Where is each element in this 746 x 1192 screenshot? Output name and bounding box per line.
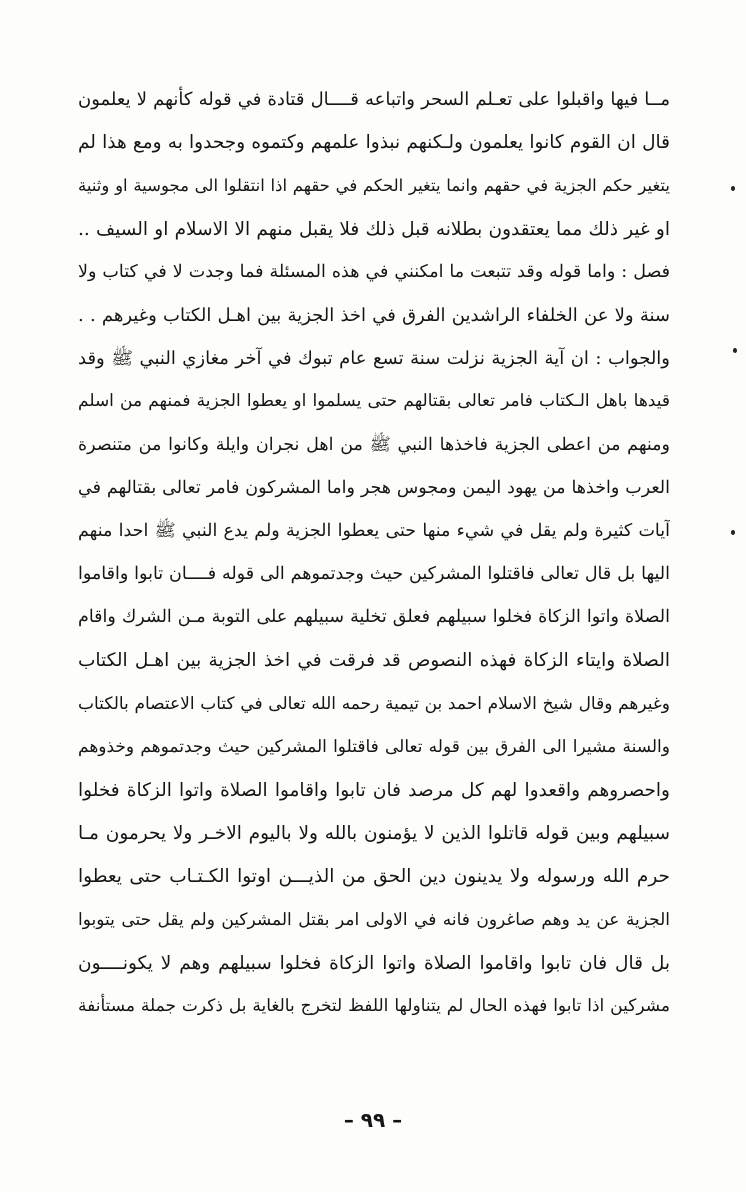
text-line: ومنهم من اعطى الجزية فاخذها النبي ﷺ من اهل نجران وايلة وكانوا من متنصرة [78,434,670,455]
body-text [78,78,670,1028]
scan-speck [731,530,735,535]
page-number: – ٩٩ – [343,1108,403,1132]
text-line: والجواب : ان آية الجزية نزلت سنة تسع عام تبوك في آخر مغازي النبي ﷺ وقد [78,348,670,370]
text-line: آيات كثيرة ولم يقل في شيء منها حتى يعطوا الجزية ولم يدع النبي ﷺ احدا منهم [78,520,670,541]
text-line: مشركين اذا تابوا فهذه الحال لم يتناولها اللفظ لتخرج بالغاية بل ذكرت جملة مستأنفة [78,995,670,1016]
text-line: العرب واخذها من يهود اليمن ومجوس هجر واما المشركون فامر تعالى بقتالهم في [78,477,670,498]
scan-speck [733,348,737,353]
text-line: قيدها باهل الـكتاب فامر تعالى بقتالهم حتى يسلموا او يعطوا الجزية فمنهم من اسلم [78,391,670,412]
text-line: والسنة مشيرا الى الفرق بين قوله تعالى فاقتلوا المشركين حيث وجدتموهم وخذوهم [78,736,670,757]
text-line: او غير ذلك مما يعتقدون بطلانه قبل ذلك فلا يقبل منهم الا الاسلام او السيف .. [78,218,670,240]
text-line: مــا فيها واقبلوا على تعـلم السحر واتباعه قــــال قتادة في قوله كأنهم لا يعلمون [78,89,670,110]
text-line: الجزية عن يد وهم صاغرون فانه في الاولى امر بقتل المشركين ولم يقل حتى يتوبوا [78,909,670,930]
text-line: وغيرهم وقال شيخ الاسلام احمد بن تيمية رحمه الله تعالى في كتاب الاعتصام بالكتاب [78,693,670,714]
text-line: سنة ولا عن الخلفاء الراشدين الفرق في اخذ الجزية بين اهـل الكتاب وغيرهم . . [78,304,670,326]
text-line: قال ان القوم كانوا يعلمون ولـكنهم نبذوا علمهم وكتموه وجحدوا به ومع هذا لم [78,132,670,154]
text-line: فصل : واما قوله وقد تتبعت ما امكنني في هذه المسئلة فما وجدت لا في كتاب ولا [78,261,670,282]
text-line: واحصروهم واقعدوا لهم كل مرصد فان تابوا واقاموا الصلاة واتوا الزكاة فخلوا [78,780,670,801]
scan-speck [731,186,735,191]
text-line: الصلاة واتوا الزكاة فخلوا سبيلهم فعلق تخلية سبيلهم على التوبة مـن الشرك واقام [78,607,670,628]
text-line: سبيلهم وبين قوله قاتلوا الذين لا يؤمنون بالله ولا باليوم الاخـر ولا يحرمون مـا [78,823,670,845]
text-line: حرم الله ورسوله ولا يدينون دين الحق من الذيـــن اوتوا الكـتـاب حتى يعطوا [78,866,670,888]
text-line: يتغير حكم الجزية في حقهم وانما يتغير الحكم في حقهم اذا انتقلوا الى مجوسية او وثنية [78,176,670,196]
text-line: اليها بل قال تعالى فاقتلوا المشركين حيث وجدتموهم الى قوله فــــان تابوا واقاموا [78,564,670,585]
text-line: الصلاة وايتاء الزكاة فهذه النصوص قد فرقت في اخذ الجزية بين اهـل الكتاب [78,650,670,672]
text-line: بل قال فان تابوا واقاموا الصلاة واتوا الزكاة فخلوا سبيلهم وهم لا يكونــــون [78,952,670,974]
